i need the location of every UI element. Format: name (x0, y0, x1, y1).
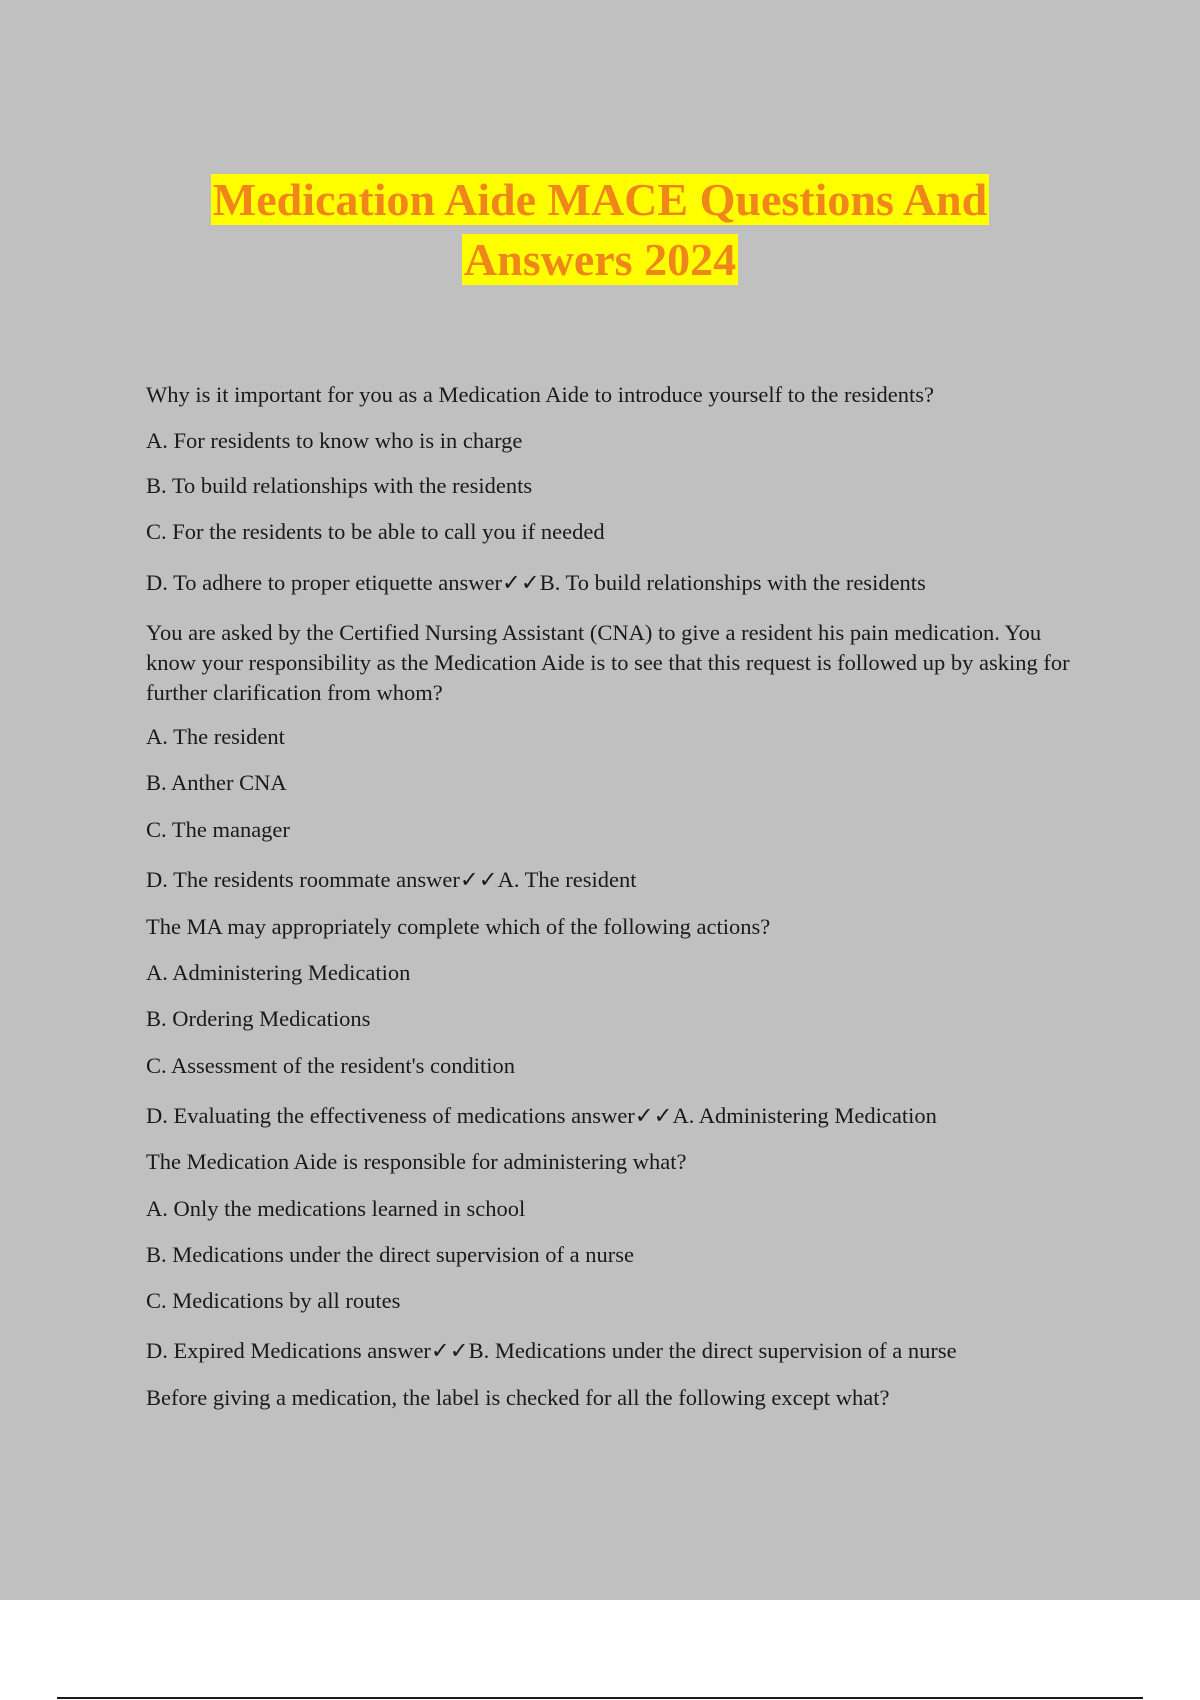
q1-option-c: C. For the residents to be able to call you if needed (146, 519, 605, 544)
q2-option-c: C. The manager (146, 817, 290, 842)
title-line-2: Answers 2024 (463, 234, 737, 285)
q1-option-a: A. For residents to know who is in charge (146, 428, 523, 453)
q3-option-a: A. Administering Medication (146, 960, 411, 985)
q4-option-d-answer: D. Expired Medications answer✓✓B. Medications under the direct supervision of a nurse (146, 1338, 957, 1363)
q2-option-b: B. Anther CNA (146, 770, 287, 795)
q3-option-d-answer: D. Evaluating the effectiveness of medications answer✓✓A. Administering Medication (146, 1103, 937, 1128)
q4-option-b: B. Medications under the direct supervision of a nurse (146, 1242, 635, 1267)
question-4: The Medication Aide is responsible for administering what? (146, 1149, 687, 1174)
q2-option-a: A. The resident (146, 724, 285, 749)
q3-option-c: C. Assessment of the resident's condition (146, 1053, 516, 1078)
q4-option-c: C. Medications by all routes (146, 1288, 401, 1313)
question-2: You are asked by the Certified Nursing Assistant (CNA) to give a resident his pain medication. You know your responsibility as the Medication Aide is to see that this request is followed up by asking for further clarification from whom? (146, 620, 1070, 705)
document-title (0, 170, 1200, 290)
q1-option-b: B. To build relationships with the residents (146, 473, 533, 498)
footer-divider (57, 1697, 1143, 1699)
q2-option-d-answer: D. The residents roommate answer✓✓A. The resident (146, 867, 637, 892)
question-1: Why is it important for you as a Medication Aide to introduce yourself to the residents? (146, 382, 934, 407)
question-5: Before giving a medication, the label is checked for all the following except what? (146, 1385, 890, 1410)
title-line-1: Medication Aide MACE Questions And (212, 174, 988, 225)
question-3: The MA may appropriately complete which of the following actions? (146, 914, 771, 939)
q4-option-a: A. Only the medications learned in school (146, 1196, 526, 1221)
q3-option-b: B. Ordering Medications (146, 1006, 371, 1031)
q1-option-d-answer: D. To adhere to proper etiquette answer✓✓B. To build relationships with the residents (146, 570, 926, 595)
